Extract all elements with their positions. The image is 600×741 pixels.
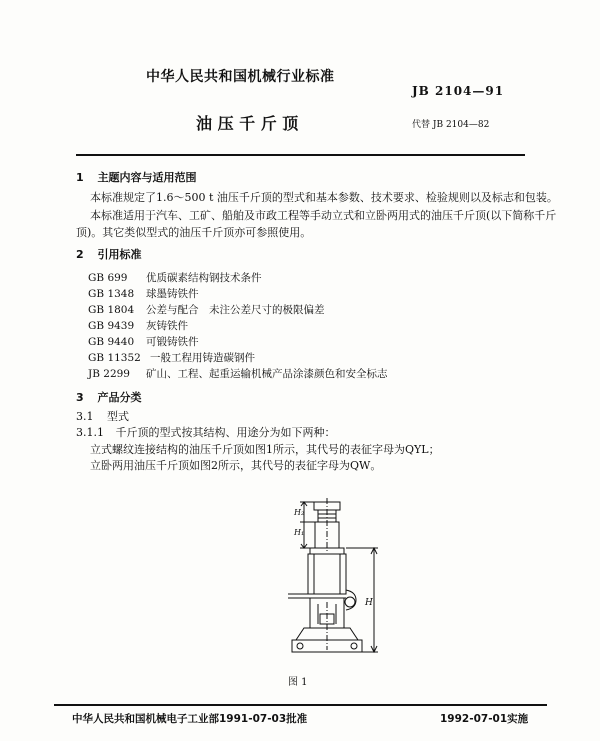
list-item <box>88 334 199 349</box>
section-1-heading <box>76 169 197 185</box>
type-qw-line: 立卧两用油压千斤顶如图2所示，其代号的表征字母为QW。 <box>90 459 382 472</box>
subsection-3-1-number: 3.1 <box>76 410 94 423</box>
effective-date: 1992-07-01实施 <box>440 713 529 725</box>
footer-rule <box>54 704 547 706</box>
section-1-paragraph-1: 本标准规定了1.6～500 t 油压千斤顶的型式和基本参数、技术要求、检验规则以及标志和包装。 <box>90 191 558 204</box>
section-1-number: 1 <box>76 171 84 184</box>
section-3-heading <box>76 389 142 405</box>
subsection-3-1-1 <box>76 425 336 441</box>
section-2-heading <box>76 246 142 262</box>
standard-code: GB 1348 <box>88 288 135 300</box>
standard-name: 球墨铸铁件 <box>146 288 199 300</box>
header-rule <box>76 154 525 156</box>
list-item <box>88 286 199 301</box>
document-title: 油 压 千 斤 顶 <box>196 114 299 133</box>
list-item <box>88 302 325 317</box>
section-1-paragraph-2-line-1: 本标准适用于汽车、工矿、船舶及市政工程等手动立式和立卧两用式的油压千斤顶(以下简称千斤 <box>90 209 557 222</box>
section-3-number: 3 <box>76 391 84 404</box>
ministry-standard-title: 中华人民共和国机械行业标准 <box>146 69 335 85</box>
subsection-3-1-title: 型式 <box>107 410 129 423</box>
section-2-title: 引用标准 <box>97 248 142 261</box>
standard-name: 公差与配合 未注公差尺寸的极限偏差 <box>146 304 325 316</box>
section-1-paragraph-2-line-2: 顶)。其它类似型式的油压千斤顶亦可参照使用。 <box>76 226 312 239</box>
standard-code: GB 699 <box>88 272 128 284</box>
standard-name: 一般工程用铸造碳钢件 <box>150 352 255 364</box>
standard-code: GB 9440 <box>88 336 135 348</box>
subsection-3-1-1-number: 3.1.1 <box>76 426 104 439</box>
standard-number: JB 2104—91 <box>412 84 505 98</box>
list-item <box>88 366 388 381</box>
hydraulic-jack-figure <box>270 490 400 670</box>
figure-caption: 图 1 <box>288 677 308 688</box>
standard-code: GB 9439 <box>88 320 135 332</box>
section-1-title: 主题内容与适用范围 <box>97 171 197 184</box>
subsection-3-1-1-text: 千斤顶的型式按其结构、用途分为如下两种： <box>115 426 336 439</box>
standard-name: 可锻铸铁件 <box>146 336 199 348</box>
list-item <box>88 318 188 333</box>
type-qyl-line: 立式螺纹连接结构的油压千斤顶如图1所示，其代号的表征字母为QYL； <box>90 443 440 456</box>
standard-name: 矿山、工程、起重运输机械产品涂漆颜色和安全标志 <box>146 368 388 380</box>
replaces-standard: 代替 JB 2104—82 <box>412 120 490 130</box>
standard-name: 灰铸铁件 <box>146 320 188 332</box>
approval-statement: 中华人民共和国机械电子工业部1991-07-03批准 <box>72 713 308 725</box>
standard-code: GB 1804 <box>88 304 135 316</box>
section-3-title: 产品分类 <box>97 391 142 404</box>
subsection-3-1 <box>76 409 129 425</box>
dimension-H1-label: H₁ <box>294 528 305 537</box>
dimension-H-label: H <box>365 598 373 608</box>
standard-name: 优质碳素结构钢技术条件 <box>146 272 262 284</box>
section-2-number: 2 <box>76 248 84 261</box>
standard-code: JB 2299 <box>88 368 130 380</box>
standard-code: GB 11352 <box>88 352 141 364</box>
list-item <box>88 270 262 285</box>
dimension-H2-label: H₂ <box>294 508 305 517</box>
list-item <box>88 350 255 365</box>
